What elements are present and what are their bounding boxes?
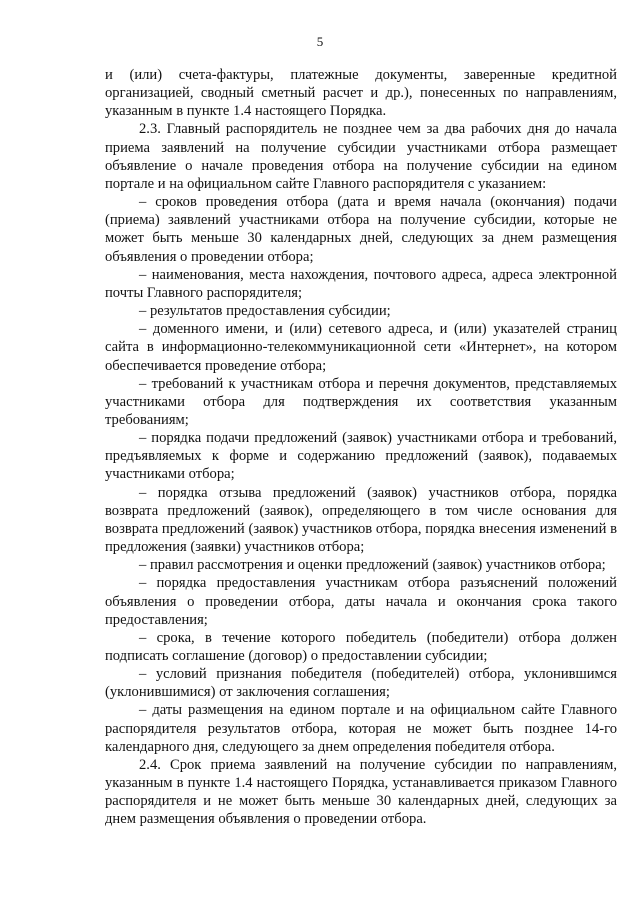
paragraph: 2.4. Срок приема заявлений на получение субсидии по направлениям, указанным в пункте 1.4 настоящего Порядка, устанавливается приказом Главного распорядителя и не может быть меньше 30 календарных дней, следующих за днем размещения объявления о проведении отбора.: [105, 756, 617, 828]
paragraph: – требований к участникам отбора и перечня документов, представляемых участниками отбора для подтверждения их соответствия указанным требованиям;: [105, 375, 617, 428]
paragraph: и (или) счета-фактуры, платежные документы, заверенные кредитной организацией, сводный сметный расчет и др.), понесенных по направлениям, указанным в пункте 1.4 настоящего Порядка.: [105, 67, 617, 120]
paragraph: – даты размещения на едином портале и на официальном сайте Главного распорядителя результатов отбора, которая не может быть позднее 14-го календарного дня, следующего за днем определения победителя отбора.: [105, 702, 617, 755]
paragraph: – результатов предоставления субсидии;: [139, 303, 391, 320]
paragraph: – порядка предоставления участникам отбора разъяснений положений объявления о проведении отбора, даты начала и окончания срока такого предоставления;: [105, 575, 617, 628]
paragraph: – условий признания победителя (победителей) отбора, уклонившимся (уклонившимися) от заключения соглашения;: [105, 666, 617, 701]
paragraph: – порядка подачи предложений (заявок) участниками отбора и требований, предъявляемых к форме и содержанию предложений (заявок), подаваемых участниками отбора;: [105, 430, 617, 483]
paragraph: – наименования, места нахождения, почтового адреса, адреса электронной почты Главного распорядителя;: [105, 266, 617, 301]
paragraph: – правил рассмотрения и оценки предложений (заявок) участников отбора;: [139, 557, 606, 574]
page-number: 5: [316, 34, 324, 49]
paragraph: 2.3. Главный распорядитель не позднее чем за два рабочих дня до начала приема заявлений на получение субсидии участниками отбора размещает объявление о начале проведения отбора на получение субсидии на едином портале и на официальном сайте Главного распорядителя с указанием:: [105, 121, 617, 192]
paragraph: – срока, в течение которого победитель (победители) отбора должен подписать соглашение (договор) о предоставлении субсидии;: [105, 629, 617, 664]
paragraph: – порядка отзыва предложений (заявок) участников отбора, порядка возврата предложений (заявок), определяющего в том числе основания для возврата предложений (заявок) участников отбора, порядка внесения изменений в предложения (заявки) участников отбора;: [105, 484, 617, 556]
document-body: [105, 66, 617, 829]
paragraph: – доменного имени, и (или) сетевого адреса, и (или) указателей страниц сайта в информационно-телекоммуникационной сети «Интернет», на котором обеспечивается проведение отбора;: [105, 321, 617, 374]
paragraph: – сроков проведения отбора (дата и время начала (окончания) подачи (приема) заявлений участниками отбора на получение субсидии, которые не может быть меньше 30 календарных дней, следующих за днем размещения объявления о проведении отбора;: [105, 194, 617, 265]
